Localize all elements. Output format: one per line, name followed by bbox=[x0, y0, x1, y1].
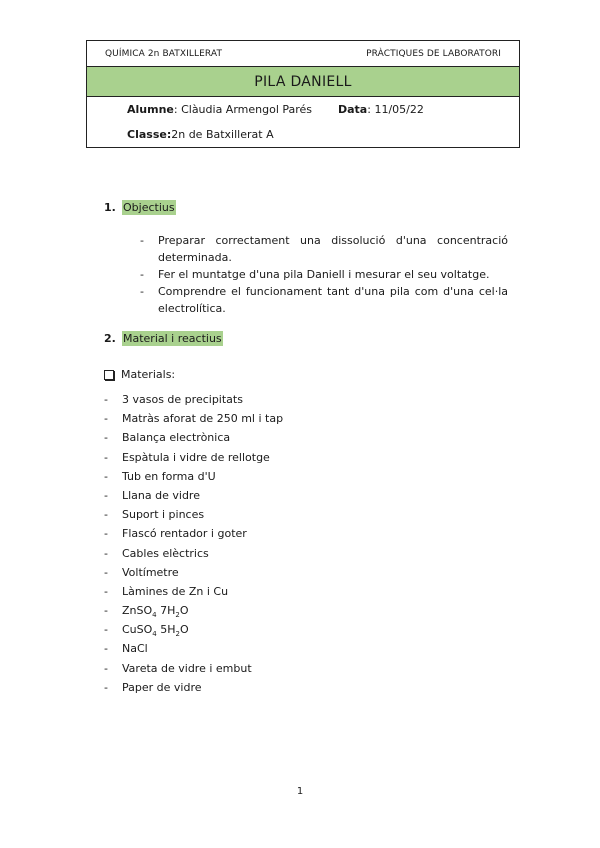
materials-subheading bbox=[104, 368, 175, 381]
date-label: Data bbox=[338, 103, 368, 116]
course-label: QUÍMICA 2n BATXILLERAT bbox=[105, 48, 223, 59]
document-title: PILA DANIELL bbox=[87, 67, 519, 97]
list-item-copper-sulfate: - CuSO$_4$ $5H_2O$ bbox=[104, 620, 504, 639]
list-item-zinc-sulfate: - ZnSO$_4$ $7H_2O$ bbox=[104, 601, 504, 620]
student-value: : Clàudia Armengol Parés bbox=[173, 103, 313, 116]
section-title: Objectius bbox=[123, 201, 175, 214]
class-value: 2n de Batxillerat A bbox=[171, 128, 274, 141]
list-item: - Fer el muntatge d'una pila Daniell i mesurar el seu voltatge. bbox=[140, 266, 508, 283]
date-value: : 11/05/22 bbox=[367, 103, 424, 116]
student-row bbox=[87, 97, 519, 122]
list-item: - Cables elèctrics bbox=[104, 544, 504, 563]
list-item: - Espàtula i vidre de rellotge bbox=[104, 448, 504, 467]
section-number: 2. bbox=[104, 332, 116, 345]
list-item: - 3 vasos de precipitats bbox=[104, 390, 504, 409]
list-item: - NaCl bbox=[104, 639, 504, 658]
class-label: Classe: bbox=[127, 128, 172, 141]
section-title: Material i reactius bbox=[123, 332, 222, 345]
student-label: Alumne bbox=[127, 103, 174, 116]
list-item: - Llana de vidre bbox=[104, 486, 504, 505]
header-top-row bbox=[87, 41, 519, 67]
list-item: - Balança electrònica bbox=[104, 428, 504, 447]
list-item: - Preparar correctament una dissolució d'una concentració determinada. bbox=[140, 232, 508, 266]
objectives-list bbox=[140, 232, 508, 317]
section-objectives-heading bbox=[104, 200, 176, 215]
practice-label: PRÀCTIQUES DE LABORATORI bbox=[366, 48, 501, 59]
list-item: - Matràs aforat de 250 ml i tap bbox=[104, 409, 504, 428]
materials-label: Materials: bbox=[121, 368, 176, 381]
materials-list bbox=[104, 390, 504, 697]
list-item: - Suport i pinces bbox=[104, 505, 504, 524]
list-item: - Tub en forma d'U bbox=[104, 467, 504, 486]
checkbox-icon bbox=[104, 370, 114, 380]
list-item: - Paper de vidre bbox=[104, 678, 504, 697]
list-item: - Voltímetre bbox=[104, 563, 504, 582]
class-row bbox=[87, 122, 519, 147]
section-number: 1. bbox=[104, 201, 116, 214]
page-number: 1 bbox=[296, 786, 304, 797]
list-item: - Flascó rentador i goter bbox=[104, 524, 504, 543]
date-field bbox=[338, 103, 424, 116]
list-item: - Vareta de vidre i embut bbox=[104, 659, 504, 678]
header-table bbox=[86, 40, 520, 148]
student-field bbox=[127, 103, 312, 116]
list-item: - Comprendre el funcionament tant d'una pila com d'una cel·la electrolítica. bbox=[140, 283, 508, 317]
list-item: - Làmines de Zn i Cu bbox=[104, 582, 504, 601]
section-materials-heading bbox=[104, 331, 223, 346]
